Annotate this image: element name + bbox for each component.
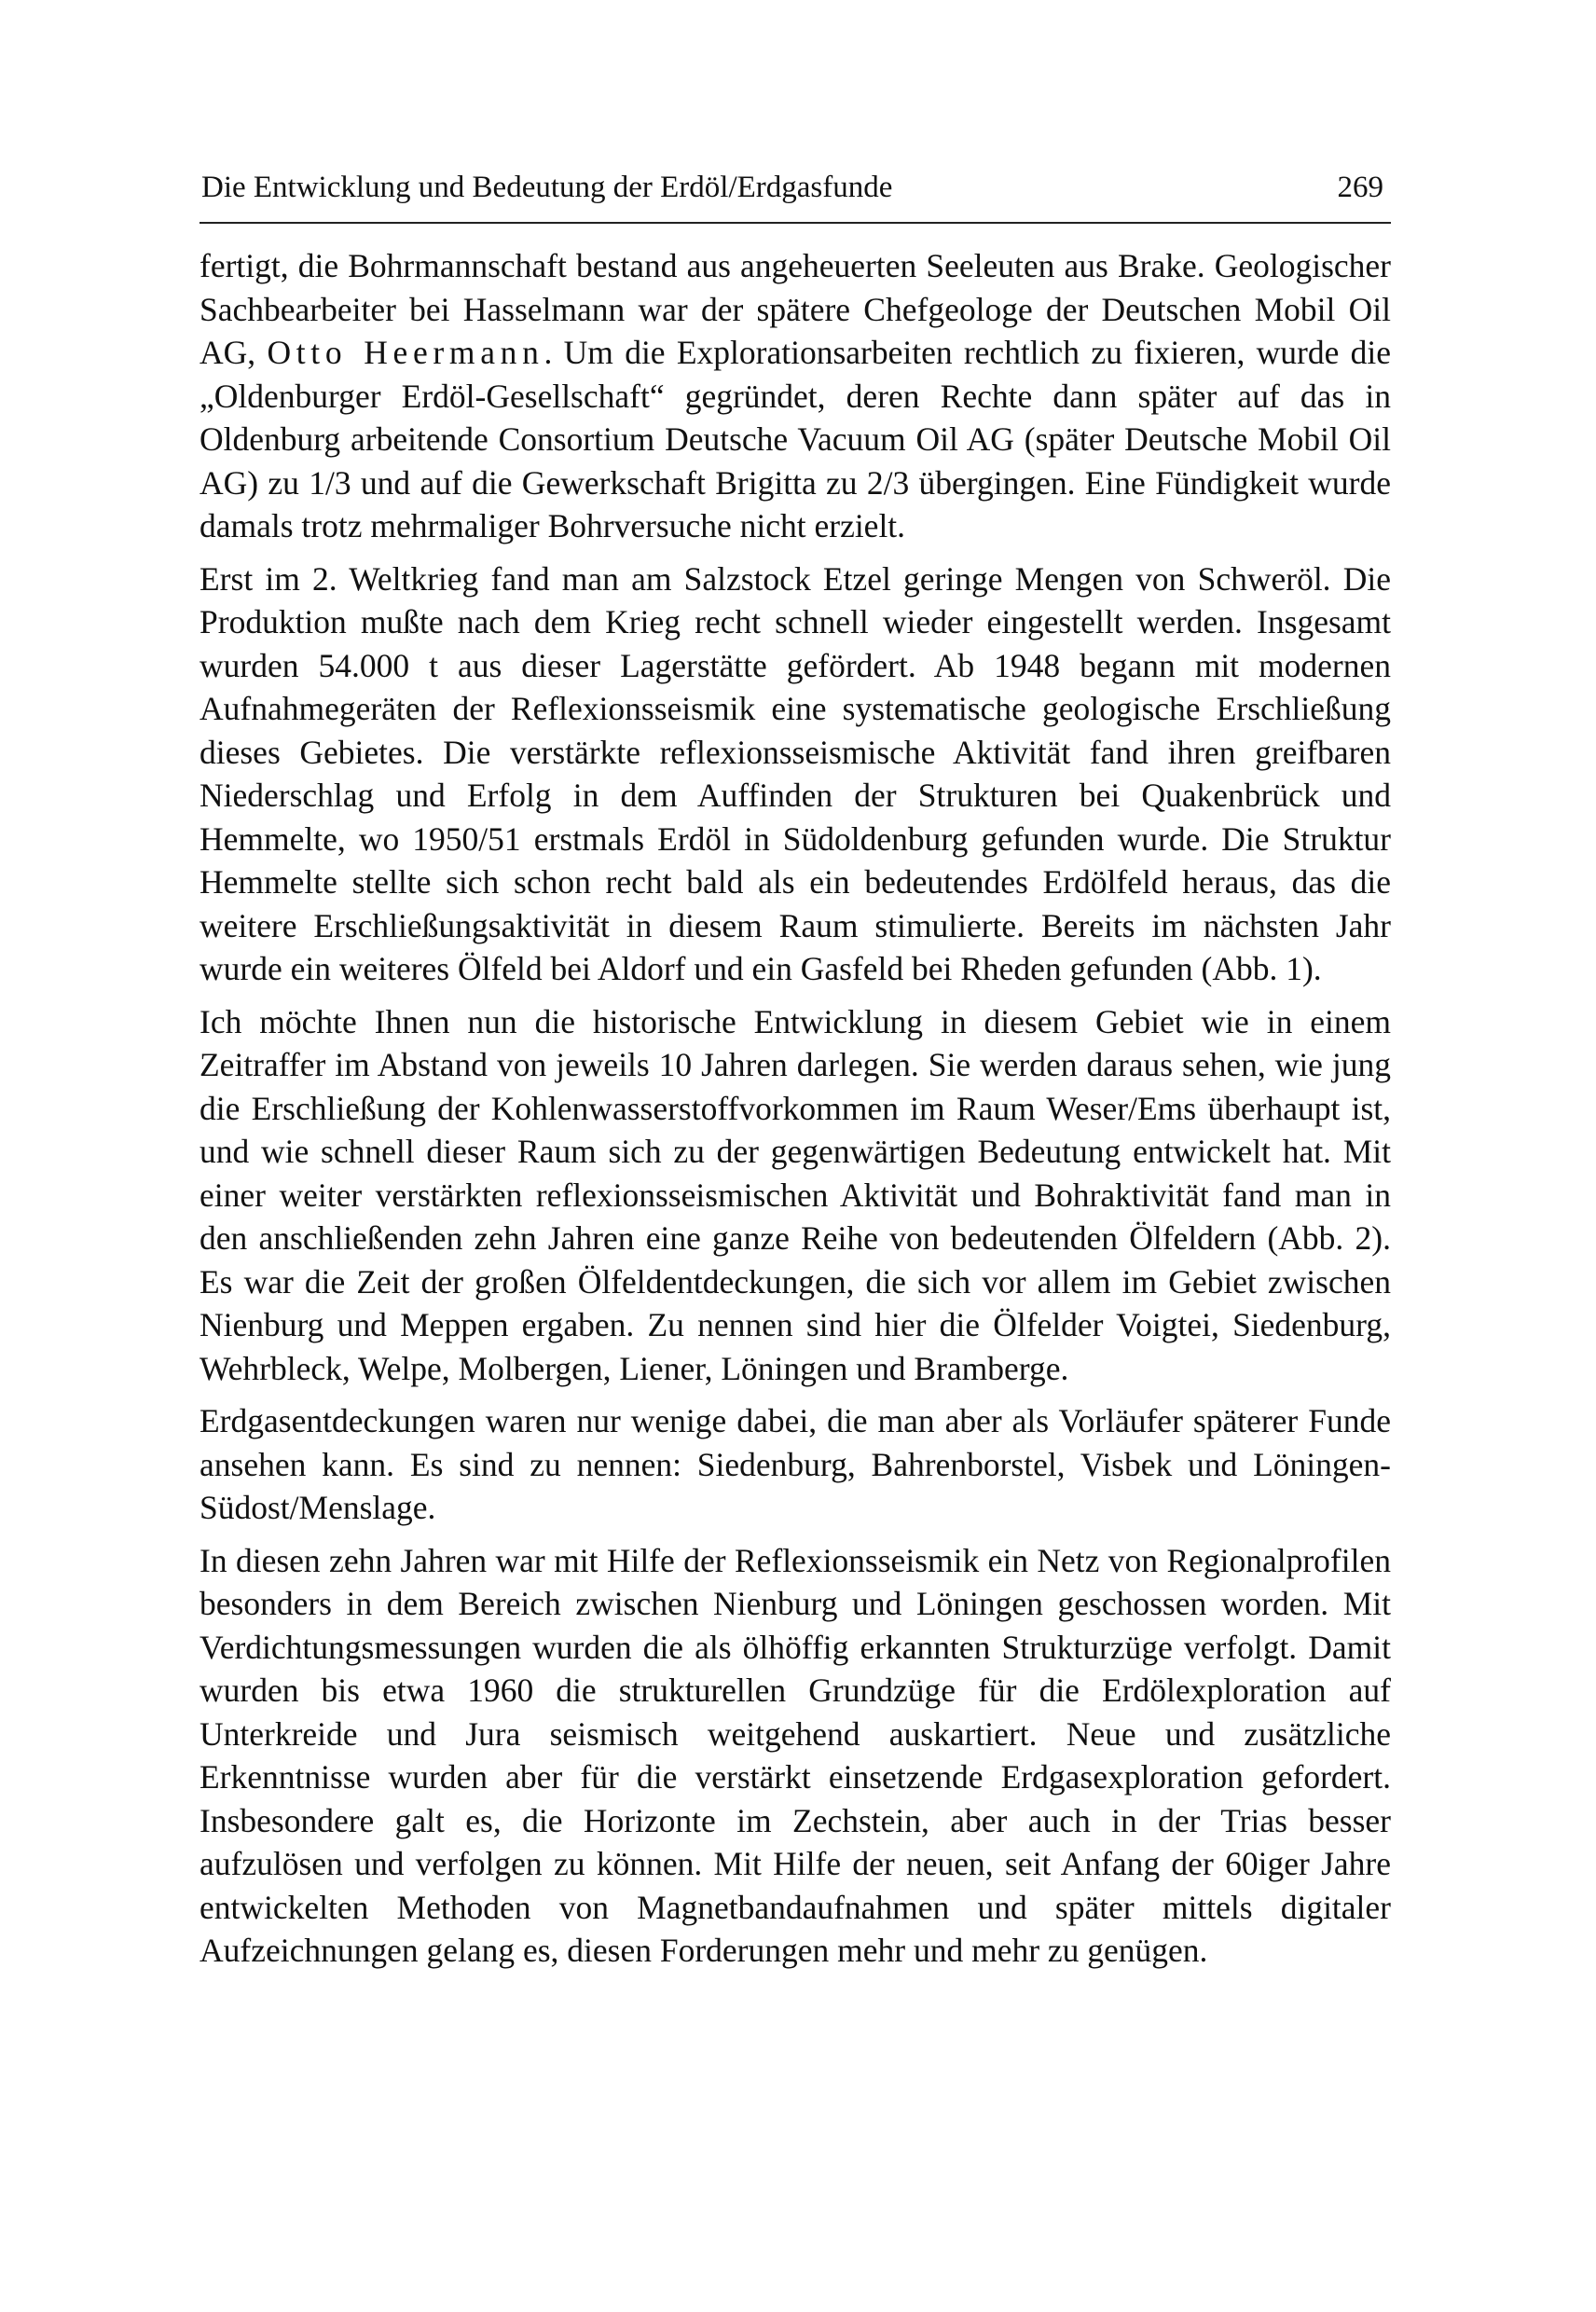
book-page	[200, 168, 1391, 1982]
paragraph-1	[200, 244, 1391, 548]
paragraph-4: Erdgasentdeckungen waren nur wenige dabei, die man aber als Vorläufer späterer Funde ansehen kann. Es sind zu nennen: Siedenburg, Bahrenborstel, Visbek und Löningen-Südost/Menslage.	[200, 1402, 1391, 1526]
paragraph-2: Erst im 2. Weltkrieg fand man am Salzstock Etzel geringe Mengen von Schweröl. Die Produktion mußte nach dem Krieg recht schnell wieder eingestellt werden. Insgesamt wurden 54.000 t aus dieser Lagerstätte gefördert. Ab 1948 begann mit modernen Aufnahmegeräten der Reflexionsseismik eine systematische geologische Erschließung dieses Gebietes. Die verstärkte reflexionsseismische Aktivität fand ihren greifbaren Niederschlag und Erfolg in dem Auffinden der Strukturen bei Quakenbrück und Hemmelte, wo 1950/51 erstmals Erdöl in Südoldenburg gefunden wurde. Die Struktur Hemmelte stellte sich schon recht bald als ein bedeutendes Erdölfeld heraus, das die weitere Erschließungsaktivität in diesem Raum stimulierte. Bereits im nächsten Jahr wurde ein weiteres Ölfeld bei Aldorf und ein Gasfeld bei Rheden gefunden (Abb. 1).	[200, 559, 1391, 987]
paragraph-1-text-end: . Um die Explorationsarbeiten rechtlich zu fixieren, wurde die „Oldenburger Erdöl-Gesellschaft“ gegründet, deren Rechte dann später auf das in Oldenburg arbeitende Consortium Deutsche Vacuum Oil AG (später Deutsche Mobil Oil AG) zu 1/3 und auf die Gewerkschaft Brigitta zu 2/3 übergingen. Eine Fündigkeit wurde damals trotz mehrmaliger Bohrversuche nicht erzielt.	[200, 334, 1392, 544]
paragraph-5: In diesen zehn Jahren war mit Hilfe der Reflexionsseismik ein Netz von Regionalprofilen besonders in dem Bereich zwischen Nienburg und Löningen geschossen worden. Mit Verdichtungsmessungen wurden die als ölhöffig erkannten Strukturzüge verfolgt. Damit wurden bis etwa 1960 die strukturellen Grundzüge für die Erdölexploration auf Unterkreide und Jura seismisch weitgehend auskartiert. Neue und zusätzliche Erkenntnisse wurden aber für die verstärkt einsetzende Erdgasexploration gefordert. Insbesondere galt es, die Horizonte im Zechstein, aber auch in der Trias besser aufzulösen und verfolgen zu können. Mit Hilfe der neuen, seit Anfang der 60iger Jahre entwickelten Methoden von Magnetbandaufnahmen und später mittels digitaler Aufzeichnungen gelang es, diesen Forderungen mehr und mehr zu genügen.	[200, 1541, 1391, 1969]
paragraph-1-text-start: fertigt, die Bohrmannschaft bestand aus angeheuerten Seeleuten aus Brake. Geologischer Sachbearbeiter bei Hasselmann war der spätere Chefgeologe der Deutschen Mobil Oil AG,	[200, 247, 1391, 371]
running-header	[200, 168, 1391, 224]
paragraph-3: Ich möchte Ihnen nun die historische Entwicklung in diesem Gebiet wie in einem Zeitraffer im Abstand von jeweils 10 Jahren darlegen. Sie werden daraus sehen, wie jung die Erschließung der Kohlenwasserstoffvorkommen im Raum Weser/Ems überhaupt ist, und wie schnell dieser Raum sich zu der gegenwärtigen Bedeutung entwickelt hat. Mit einer weiter verstärkten reflexionsseismischen Aktivität und Bohraktivität fand man in den anschließenden zehn Jahren eine ganze Reihe von bedeutenden Ölfeldern (Abb. 2). Es war die Zeit der großen Ölfeldentdeckungen, die sich vor allem im Gebiet zwischen Nienburg und Meppen ergaben. Zu nennen sind hier die Ölfelder Voigtei, Siedenburg, Wehrbleck, Welpe, Molbergen, Liener, Löningen und Bramberge.	[200, 1002, 1391, 1387]
running-header-title: Die Entwicklung und Bedeutung der Erdöl/Erdgasfunde	[201, 171, 893, 204]
person-name-spaced: Otto Heermann	[267, 334, 544, 371]
body-text	[200, 244, 1391, 1973]
page-number: 269	[1337, 171, 1383, 204]
